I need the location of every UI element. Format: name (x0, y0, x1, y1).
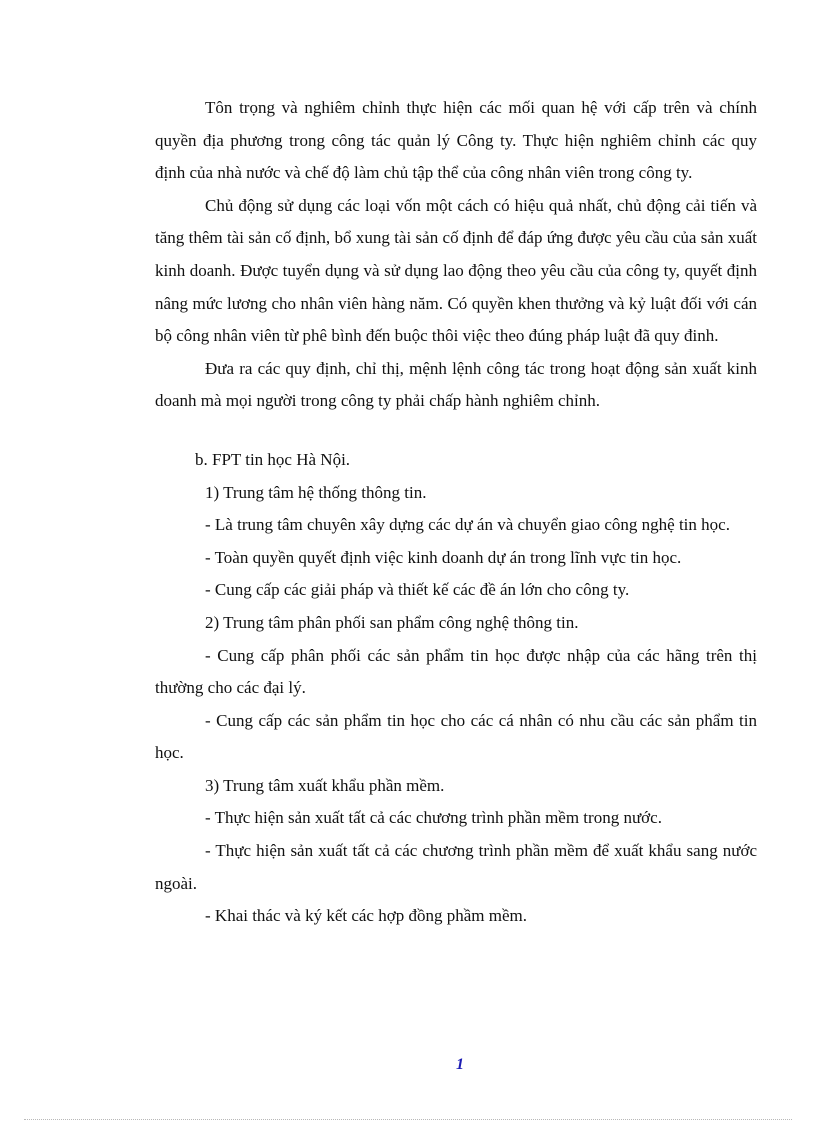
list-item: - Cung cấp các giải pháp và thiết kế các đề án lớn cho công ty. (205, 580, 630, 600)
section-spacer (155, 418, 757, 444)
list-item: 2) Trung tâm phân phối san phẩm công nghệ thông tin. (205, 612, 579, 632)
list-item: - Thực hiện sản xuất tất cả các chương trình phần mềm để xuất khẩu sang nước ngoài. (155, 841, 757, 893)
section-heading: b. FPT tin học Hà Nội. (195, 449, 351, 469)
page-number: 1 (456, 1056, 464, 1073)
list-item: - Toàn quyền quyết định việc kinh doanh dự án trong lĩnh vực tin học. (205, 547, 682, 567)
document-body (155, 92, 757, 933)
list-item: - Cung cấp phân phối các sản phẩm tin học được nhập của các hãng trên thị thường cho các đại lý. (155, 645, 757, 698)
list-item: - Thực hiện sản xuất tất cả các chương trình phần mềm trong nước. (205, 808, 662, 828)
list-item: - Khai thác và ký kết các hợp đồng phầm mềm. (205, 906, 527, 926)
paragraph-regulations: Đưa ra các quy định, chỉ thị, mệnh lệnh công tác trong hoạt động sản xuất kinh doanh mà mọi người trong công ty phải chấp hành nghiêm chỉnh. (155, 358, 757, 411)
list-item: - Cung cấp các sản phẩm tin học cho các cá nhân có nhu cầu các sản phẩm tin học. (155, 710, 757, 763)
list-item: - Là trung tâm chuyên xây dựng các dự án và chuyển giao công nghệ tin học. (205, 515, 730, 535)
footer-divider (24, 1119, 792, 1120)
paragraph-capital-usage: Chủ động sử dụng các loại vốn một cách có hiệu quả nhất, chủ động cải tiến và tăng thêm tài sản cố định, bổ xung tài sản cố định để đáp ứng được yêu cầu của sản xuất kinh doanh. Được tuyển dụng và sử dụng lao động theo yêu cầu của công ty, quyết định nâng mức lương cho nhân viên hàng năm. Có quyền khen thưởng và kỷ luật đối với cán bộ công nhân viên từ phê bình đến buộc thôi việc theo đúng pháp luật đã quy đinh. (155, 195, 757, 346)
paragraph-relations: Tôn trọng và nghiêm chỉnh thực hiện các mối quan hệ với cấp trên và chính quyền địa phương trong công tác quản lý Công ty. Thực hiện nghiêm chỉnh các quy định của nhà nước và chế độ làm chủ tập thể của công nhân viên trong công ty. (155, 98, 757, 183)
list-item: 1) Trung tâm hệ thống thông tin. (205, 482, 427, 502)
list-item: 3) Trung tâm xuất khẩu phần mềm. (205, 775, 445, 795)
